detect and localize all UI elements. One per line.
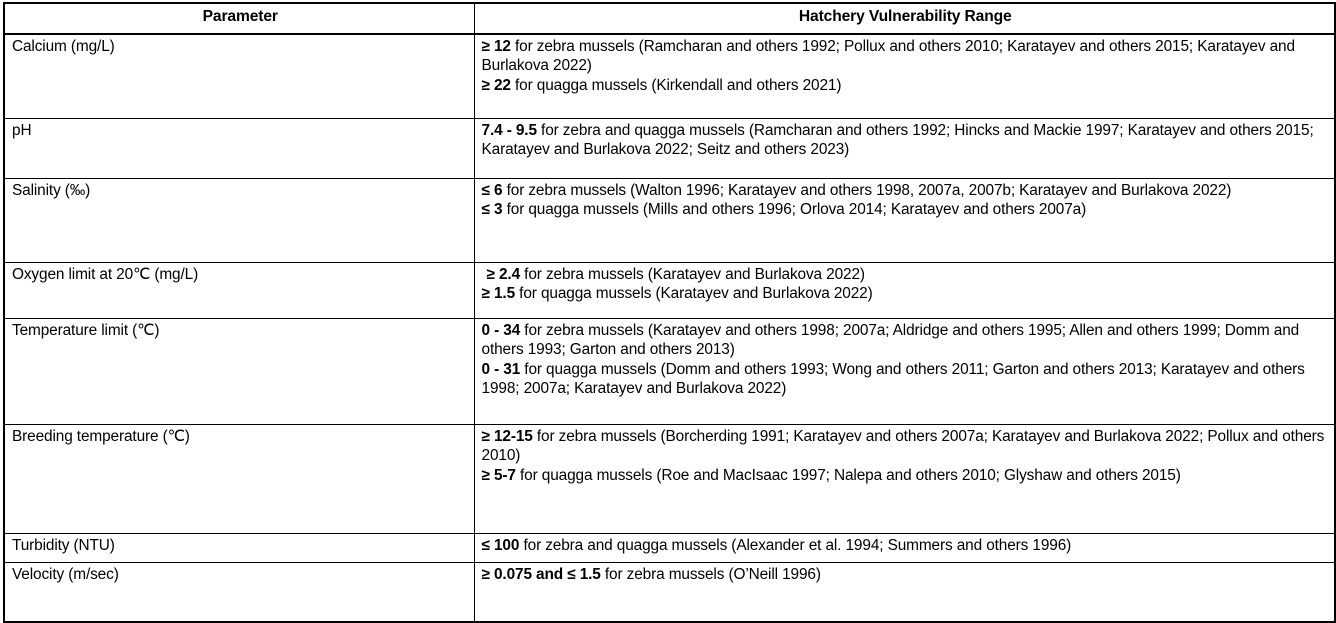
parameter-label: pH [12, 122, 32, 139]
parameter-label: Temperature limit (℃) [12, 322, 160, 339]
table-header [4, 3, 1335, 34]
range-value: ≥ 22 [481, 76, 511, 94]
range-citation: for zebra mussels (Ramcharan and others 1992; Pollux and others 2010; Karatayev and others 2015; Karatayev and Burlakova 2022) [481, 38, 1295, 75]
table-row [4, 263, 1335, 319]
range-value: 0 - 34 [481, 322, 521, 339]
table-row [4, 563, 1335, 623]
parameter-cell [4, 319, 474, 425]
parameter-cell [4, 534, 474, 563]
table-row [4, 319, 1335, 425]
column-header-parameter: Parameter [4, 3, 474, 34]
range-citation: for quagga mussels (Karatayev and Burlakova 2022) [515, 285, 873, 303]
range-value: ≥ 12-15 [481, 428, 533, 445]
range-cell [474, 179, 1335, 263]
range-citation: for zebra mussels (O’Neill 1996) [600, 566, 821, 583]
range-value: ≤ 3 [481, 201, 503, 219]
range-citation: for quagga mussels (Mills and others 1996; Orlova 2014; Karatayev and others 2007a) [502, 201, 1087, 219]
range-line [482, 360, 1330, 399]
range-line [482, 181, 1330, 200]
range-cell [474, 119, 1335, 179]
range-cell [474, 319, 1335, 425]
parameter-cell [4, 179, 474, 263]
range-line [482, 37, 1330, 76]
table-header-row [4, 3, 1335, 34]
table-row [4, 179, 1335, 263]
range-citation: for quagga mussels (Domm and others 1993; Wong and others 2011; Garton and others 2013; Karatayev and others 1998; 2007a; Karatayev and Burlakova 2022) [481, 360, 1305, 397]
range-value: ≤ 100 [481, 537, 520, 554]
table-body [4, 34, 1335, 622]
range-citation: for zebra and quagga mussels (Ramcharan and others 1992; Hincks and Mackie 1997; Karatayev and others 2015; Karatayev and Burlakova 2022; Seitz and others 2023) [481, 122, 1314, 159]
parameter-cell [4, 263, 474, 319]
range-cell [474, 563, 1335, 623]
range-line [482, 321, 1330, 360]
range-line [482, 121, 1330, 160]
range-cell [474, 263, 1335, 319]
table-row [4, 425, 1335, 534]
range-citation: for zebra and quagga mussels (Alexander et al. 1994; Summers and others 1996) [519, 537, 1072, 554]
range-line [482, 565, 1330, 584]
range-line [482, 265, 1330, 284]
table-row [4, 119, 1335, 179]
range-value: ≥ 0.075 and ≤ 1.5 [481, 566, 601, 583]
range-line [482, 284, 1330, 303]
table-row [4, 34, 1335, 119]
parameter-cell [4, 34, 474, 119]
range-line [482, 466, 1330, 485]
column-header-range: Hatchery Vulnerability Range [474, 3, 1335, 34]
range-value: 7.4 - 9.5 [481, 122, 537, 139]
range-line [482, 200, 1330, 219]
parameter-label: Turbidity (NTU) [12, 537, 115, 554]
parameter-cell [4, 425, 474, 534]
parameter-label: Velocity (m/sec) [12, 566, 119, 583]
range-cell [474, 425, 1335, 534]
range-value: ≥ 5-7 [481, 466, 516, 484]
range-line [482, 536, 1330, 555]
parameter-label: Calcium (mg/L) [12, 38, 115, 55]
parameter-cell [4, 119, 474, 179]
range-citation: for zebra mussels (Karatayev and Burlakova 2022) [520, 266, 865, 283]
parameter-label: Breeding temperature (℃) [12, 428, 190, 445]
hatchery-vulnerability-table [3, 2, 1336, 623]
range-value: 0 - 31 [481, 360, 521, 378]
range-citation: for zebra mussels (Walton 1996; Karatayev and others 1998, 2007a, 2007b; Karatayev and Burlakova 2022) [502, 182, 1232, 199]
parameter-label: Salinity (‰) [12, 182, 91, 199]
range-citation: for zebra mussels (Borcherding 1991; Karatayev and others 2007a; Karatayev and Burlakova 2022; Pollux and others 2010) [481, 428, 1325, 465]
range-value: ≤ 6 [481, 182, 503, 199]
range-citation: for quagga mussels (Roe and MacIsaac 1997; Nalepa and others 2010; Glyshaw and others 2015) [515, 466, 1181, 484]
range-citation: for quagga mussels (Kirkendall and others 2021) [510, 76, 842, 94]
range-line [482, 76, 1330, 95]
range-value: ≥ 12 [481, 38, 511, 55]
table-row [4, 534, 1335, 563]
range-cell [474, 534, 1335, 563]
parameter-cell [4, 563, 474, 623]
range-line [482, 427, 1330, 466]
range-cell [474, 34, 1335, 119]
range-value: ≥ 1.5 [481, 285, 516, 303]
range-value: ≥ 2.4 [486, 266, 521, 283]
parameter-label: Oxygen limit at 20℃ (mg/L) [12, 266, 199, 283]
range-citation: for zebra mussels (Karatayev and others 1998; 2007a; Aldridge and others 1995; Allen and others 1999; Domm and others 1993; Garton and others 2013) [481, 322, 1300, 359]
